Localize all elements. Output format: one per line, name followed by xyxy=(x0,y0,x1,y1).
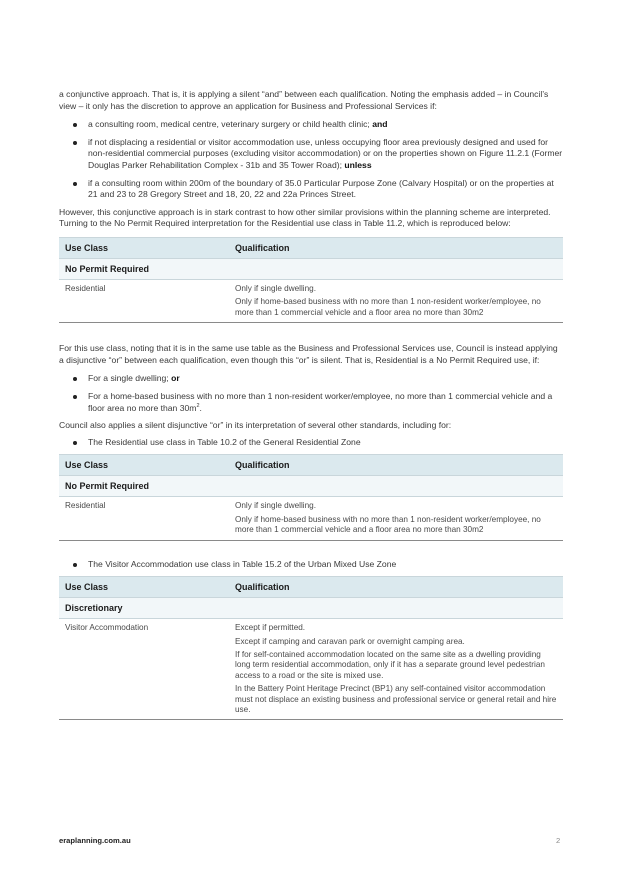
table-10-2-list xyxy=(59,437,563,449)
bullet-icon xyxy=(73,395,77,399)
status-label: No Permit Required xyxy=(59,258,563,279)
list-item: if not displacing a residential or visitor accommodation use, unless occupying floor area previously designed and used for non-residential commercial purposes (excluding visitor accommodation) or on the properties shown on Figure 11.2.1 (Former Douglas Parker Rehabilitation Complex - 31b and 35 Tower Road); unless xyxy=(59,137,563,172)
residential-table-11-2 xyxy=(59,237,563,323)
visitor-accommodation-table-15-2 xyxy=(59,576,563,720)
table-row xyxy=(59,619,563,720)
use-class-cell: Residential xyxy=(59,497,229,540)
table-row xyxy=(59,279,563,322)
other-standards-paragraph: Council also applies a silent disjunctive “or” in its interpretation of several other standards, including for: xyxy=(59,420,452,431)
disjunctive-paragraph: For this use class, noting that it is in the same use table as the Business and Professional Services use, Council is instead applying a disjunctive “or” between each qualification, even though this “or” is silent. That is, Residential is a No Permit Required use, if: xyxy=(59,343,558,365)
qualification-cell: Only if single dwelling. Only if home-based business with no more than 1 non-resident worker/employee, no more than 1 commercial vehicle and a floor area no more than 30m2 xyxy=(229,279,563,322)
business-conditions-list xyxy=(59,119,563,201)
list-item: a consulting room, medical centre, veterinary surgery or child health clinic; and xyxy=(59,119,563,131)
table-status-row xyxy=(59,258,563,279)
list-item: The Visitor Accommodation use class in Table 15.2 of the Urban Mixed Use Zone xyxy=(59,559,563,571)
bullet-icon xyxy=(73,441,77,445)
table-header-row xyxy=(59,577,563,598)
list-item: The Residential use class in Table 10.2 of the General Residential Zone xyxy=(59,437,563,449)
table-15-2-list xyxy=(59,559,563,571)
use-class-cell: Visitor Accommodation xyxy=(59,619,229,720)
header-qualification: Qualification xyxy=(229,237,563,258)
contrast-paragraph: However, this conjunctive approach is in stark contrast to how other similar provisions within the planning scheme are interpreted. Turning to the No Permit Required interpretation for the Residential use class in Table 11.2, which is reproduced below: xyxy=(59,206,551,229)
residential-table-10-2 xyxy=(59,454,563,540)
bullet-icon xyxy=(73,123,77,127)
table-status-row xyxy=(59,598,563,619)
status-label: No Permit Required xyxy=(59,476,563,497)
table-status-row xyxy=(59,476,563,497)
header-use-class: Use Class xyxy=(59,237,229,258)
header-use-class: Use Class xyxy=(59,455,229,476)
page-number: 2 xyxy=(556,836,561,845)
residential-conditions-list xyxy=(59,373,563,414)
list-item: if a consulting room within 200m of the boundary of 35.0 Particular Purpose Zone (Calvary Hospital) or on the properties at 21 and 23 to 28 Gregory Street and 18, 20, 22 and 22a Princes Street. xyxy=(59,178,563,201)
list-item: For a home-based business with no more than 1 non-resident worker/employee, no more than 1 commercial vehicle and a floor area no more than $30m^2$. xyxy=(59,391,563,414)
table-header-row xyxy=(59,455,563,476)
qualification-cell: Only if single dwelling. Only if home-based business with no more than 1 non-resident worker/employee, no more than 1 commercial vehicle and a floor area no more than 30m2 xyxy=(229,497,563,540)
table-header-row xyxy=(59,237,563,258)
page-content xyxy=(59,89,563,738)
qualification-cell: Except if permitted. Except if camping and caravan park or overnight camping area. If for self-contained accommodation located on the same site as a dwelling providing long term residential accommodation, only if it has a separate ground level pedestrian access to a road or the site is mixed use. In the Battery Point Heritage Precinct (BP1) any self-contained visitor accommodation must not displace an existing business and professional service or general retail and hire use. xyxy=(229,619,563,720)
table-row xyxy=(59,497,563,540)
status-label: Discretionary xyxy=(59,598,563,619)
intro-paragraph: a conjunctive approach. That is, it is applying a silent “and” between each qualification. Noting the emphasis added – in Council’s view – it only has the discretion to approve an application for Business and Professional Services if: xyxy=(59,89,549,111)
bullet-icon xyxy=(73,377,77,381)
header-qualification: Qualification xyxy=(229,455,563,476)
use-class-cell: Residential xyxy=(59,279,229,322)
bullet-icon xyxy=(73,563,77,567)
header-qualification: Qualification xyxy=(229,577,563,598)
bullet-icon xyxy=(73,141,77,145)
header-use-class: Use Class xyxy=(59,577,229,598)
bullet-icon xyxy=(73,182,77,186)
list-item: For a single dwelling; or xyxy=(59,373,563,385)
footer-website: eraplanning.com.au xyxy=(59,836,131,845)
